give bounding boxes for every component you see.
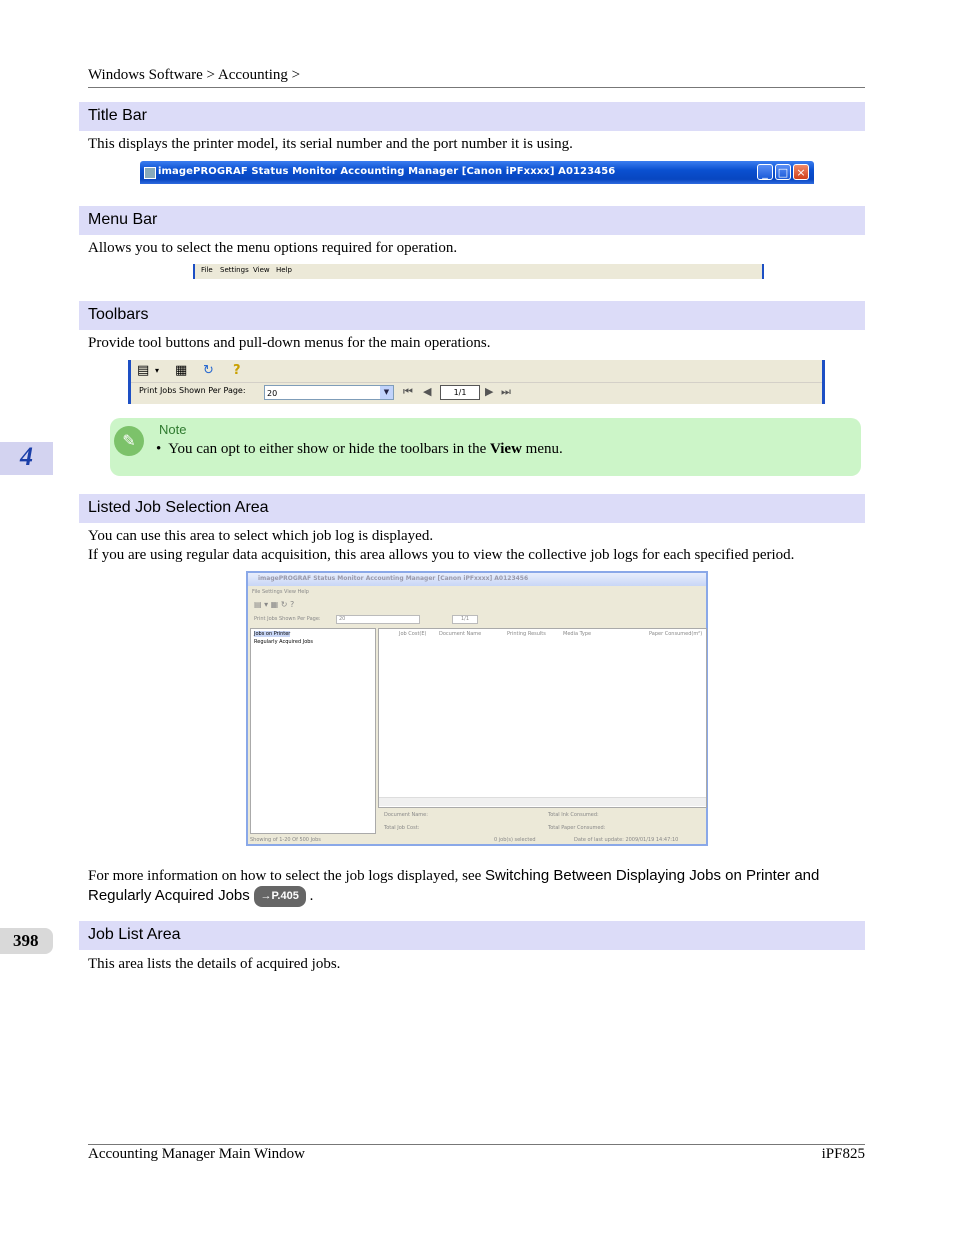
more-info-link-cont[interactable]: Regularly Acquired Jobs — [88, 887, 250, 904]
column-media-type: Media Type — [563, 631, 592, 637]
section-heading-listed-job — [79, 494, 865, 523]
column-job-cost: Job Cost(E) — [399, 631, 427, 637]
column-printing-results: Printing Results — [507, 631, 546, 637]
column-paper-consumed: Paper Consumed(m²) — [649, 631, 703, 637]
job-list-description: This area lists the details of acquired jobs. — [88, 956, 341, 972]
minimize-icon: _ — [757, 164, 773, 180]
note-text-bold: View — [489, 441, 522, 457]
note-text-before: You can opt to either show or hide the toolbars in the — [168, 441, 490, 457]
status-showing: Showing of 1-20 Of 500 Jobs — [250, 837, 321, 843]
toolbar-row — [131, 360, 822, 383]
toolbars-description: Provide tool buttons and pull-down menus for the main operations. — [88, 335, 491, 351]
more-info-paragraph — [88, 866, 865, 907]
job-selection-tree — [250, 628, 376, 834]
menu-item-view: View — [253, 266, 270, 274]
more-info-link[interactable]: Switching Between Displaying Jobs on Printer and — [485, 867, 820, 884]
previous-page-icon: ◀ — [423, 385, 432, 398]
window-page-field: 1/1 — [452, 615, 478, 624]
section-heading-text: Title Bar — [88, 107, 147, 124]
page-field: 1/1 — [440, 385, 480, 400]
page-number-tab — [0, 928, 53, 954]
export-csv-icon: ▤ — [137, 363, 150, 378]
accounting-manager-window-screenshot — [246, 571, 708, 846]
section-heading-job-list — [79, 921, 865, 950]
per-page-select — [264, 385, 394, 400]
maximize-icon: □ — [775, 164, 791, 180]
listed-job-text-2: If you are using regular data acquisition, this area allows you to view the collective job logs for each specified period. — [88, 547, 795, 563]
job-list-pane — [378, 628, 707, 808]
pencil-icon: ✎ — [114, 426, 144, 456]
section-heading-text: Job List Area — [88, 926, 181, 943]
help-icon: ? — [233, 363, 241, 378]
window-per-page-label: Print Jobs Shown Per Page: — [254, 616, 321, 622]
note-title: Note — [159, 422, 187, 437]
menu-bar-screenshot — [193, 264, 764, 279]
note-box — [110, 418, 861, 476]
status-last-update: Date of last update: 2009/01/19 14:47:10 — [574, 837, 679, 843]
note-text — [156, 441, 563, 458]
window-title: imagePROGRAF Status Monitor Accounting Manager [Canon iPFxxxx] A0123456 — [258, 575, 529, 582]
summary-document-name: Document Name: — [384, 812, 428, 818]
toolbar-screenshot — [128, 360, 825, 404]
section-heading-title-bar — [79, 102, 865, 131]
status-selected: 0 job(s) selected — [494, 837, 536, 843]
summary-total-paper: Total Paper Consumed: — [548, 825, 606, 831]
menu-item-help: Help — [276, 266, 292, 274]
window-menu-bar: File Settings View Help — [252, 589, 309, 595]
last-page-icon: ⏭ — [501, 385, 511, 398]
title-bar-screenshot — [140, 161, 814, 184]
window-toolbar-icons: ▤ ▾ ▦ ↻ ? — [254, 600, 295, 609]
footer-right: iPF825 — [821, 1146, 865, 1162]
tree-item-regularly-acquired: Regularly Acquired Jobs — [254, 639, 314, 645]
chevron-down-icon: ▼ — [380, 386, 393, 399]
section-heading-toolbars — [79, 301, 865, 330]
bullet: • — [156, 441, 162, 457]
section-heading-text: Listed Job Selection Area — [88, 499, 269, 516]
window-title-bar — [248, 573, 706, 586]
menu-bar-description: Allows you to select the menu options required for operation. — [88, 240, 458, 256]
header-rule — [88, 87, 865, 88]
title-bar-description: This displays the printer model, its serial number and the port number it is using. — [88, 136, 573, 152]
section-heading-text: Menu Bar — [88, 211, 158, 228]
summary-total-job-cost: Total Job Cost: — [384, 825, 420, 831]
footer-left: Accounting Manager Main Window — [88, 1146, 305, 1162]
per-page-label: Print Jobs Shown Per Page: — [139, 386, 246, 395]
page-number: 398 — [13, 931, 39, 950]
close-icon: × — [793, 164, 809, 180]
tree-item-jobs-on-printer: Jobs on Printer — [254, 631, 291, 637]
chapter-number: 4 — [20, 442, 33, 471]
horizontal-scrollbar — [379, 797, 706, 806]
column-document-name: Document Name — [439, 631, 482, 637]
chevron-down-icon: ▾ — [155, 366, 160, 375]
listed-job-text-1: You can use this area to select which job log is displayed. — [88, 528, 434, 544]
chapter-tab — [0, 442, 53, 475]
menu-item-file: File — [201, 266, 213, 274]
section-heading-menu-bar — [79, 206, 865, 235]
section-heading-text: Toolbars — [88, 306, 149, 323]
more-info-text: For more information on how to select the job logs displayed, see — [88, 868, 486, 884]
note-text-after: menu. — [521, 441, 563, 457]
breadcrumb: Windows Software > Accounting > — [88, 67, 301, 83]
summary-total-ink: Total Ink Consumed: — [548, 812, 599, 818]
page-reference-badge[interactable]: →P.405 — [254, 886, 306, 907]
refresh-icon: ↻ — [203, 363, 214, 378]
next-page-icon: ▶ — [485, 385, 494, 398]
window-per-page-value: 20 — [336, 615, 420, 624]
footer-rule — [88, 1144, 865, 1145]
first-page-icon: ⏮ — [403, 385, 413, 398]
properties-icon: ▦ — [175, 363, 188, 378]
more-info-end: . — [305, 888, 314, 904]
per-page-value: 20 — [267, 389, 278, 398]
screenshot-window-title: imagePROGRAF Status Monitor Accounting Manager [Canon iPFxxxx] A0123456 — [158, 166, 616, 177]
app-icon — [144, 167, 156, 179]
menu-item-settings: Settings — [220, 266, 249, 274]
